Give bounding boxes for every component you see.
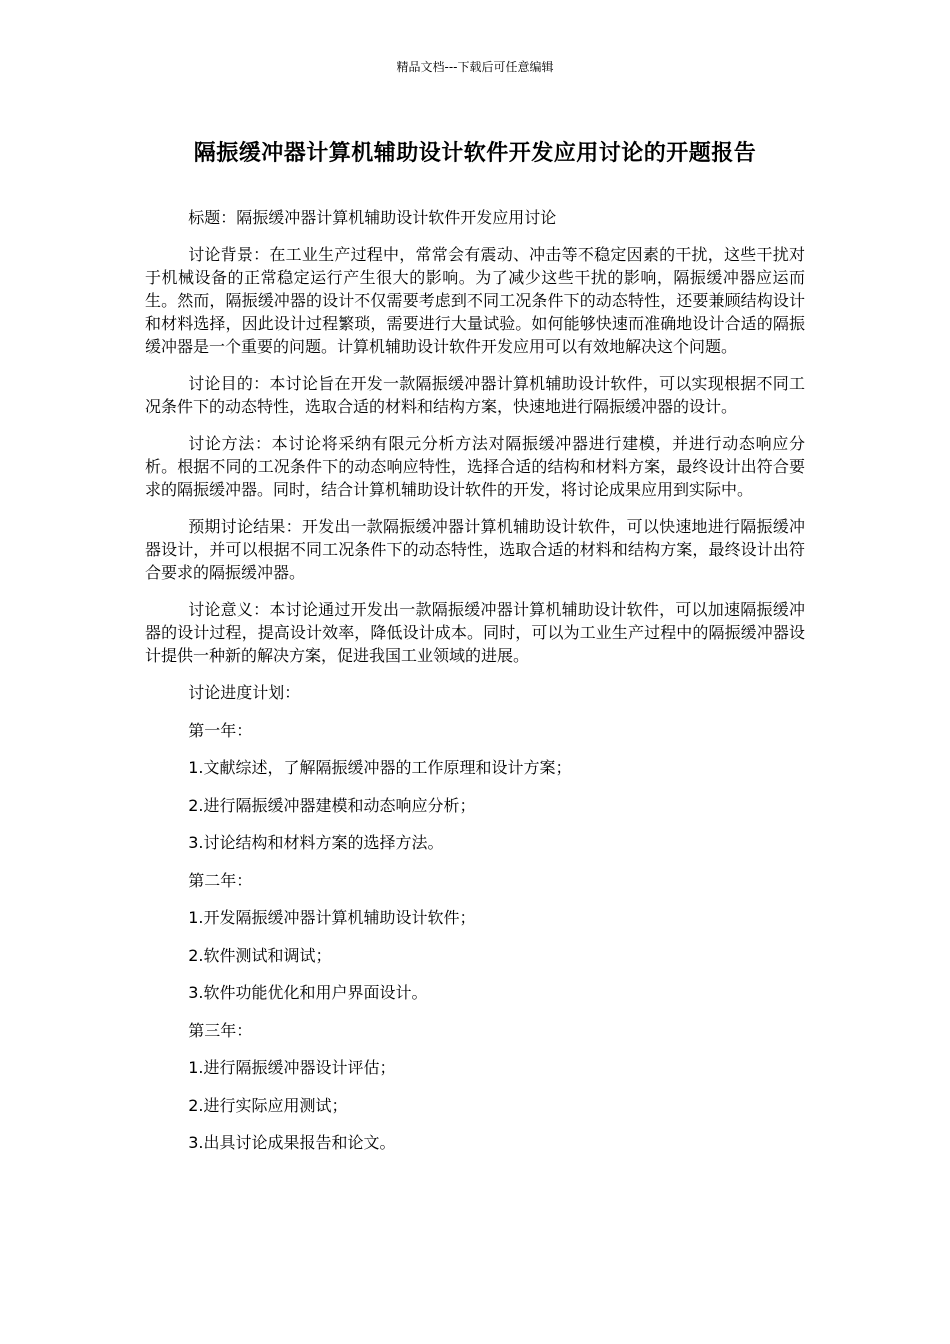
list-item: 1.文献综述，了解隔振缓冲器的工作原理和设计方案； bbox=[188, 758, 572, 777]
list-item: 3.出具讨论成果报告和论文。 bbox=[188, 1133, 396, 1152]
list-item: 3.讨论结构和材料方案的选择方法。 bbox=[188, 833, 444, 852]
year-2-label: 第二年： bbox=[188, 870, 253, 890]
list-item: 2.软件测试和调试； bbox=[188, 945, 332, 965]
list-item: 1.开发隔振缓冲器计算机辅助设计软件； bbox=[188, 908, 476, 927]
schedule-heading: 讨论进度计划： bbox=[188, 683, 301, 702]
paragraph-purpose: 讨论目的：本讨论旨在开发一款隔振缓冲器计算机辅助设计软件，可以实现根据不同工况条件下的动态特性，选取合适的材料和结构方案，快速地进行隔振缓冲器的设计。 bbox=[145, 374, 805, 416]
list-item: 2.进行隔振缓冲器建模和动态响应分析； bbox=[188, 795, 476, 815]
year-3-label: 第三年： bbox=[188, 1020, 253, 1040]
paragraph-expected-results: 预期讨论结果：开发出一款隔振缓冲器计算机辅助设计软件，可以快速地进行隔振缓冲器设计，并可以根据不同工况条件下的动态特性，选取合适的材料和结构方案，最终设计出符合要求的隔振缓冲器。 bbox=[145, 517, 805, 582]
list-item: 3.软件功能优化和用户界面设计。 bbox=[188, 983, 428, 1002]
document-body bbox=[145, 206, 805, 1169]
list-item: 1.进行隔振缓冲器设计评估； bbox=[188, 1058, 396, 1077]
header-note: 精品文档---下载后可任意编辑 bbox=[396, 60, 554, 74]
paragraph-background: 讨论背景：在工业生产过程中，常常会有震动、冲击等不稳定因素的干扰，这些干扰对于机械设备的正常稳定运行产生很大的影响。为了减少这些干扰的影响，隔振缓冲器应运而生。然而，隔振缓冲器的设计不仅需要考虑到不同工况条件下的动态特性，还要兼顾结构设计和材料选择，因此设计过程繁琐，需要进行大量试验。如何能够快速而准确地设计合适的隔振缓冲器是一个重要的问题。计算机辅助设计软件开发应用可以有效地解决这个问题。 bbox=[145, 245, 805, 356]
paragraph-significance: 讨论意义：本讨论通过开发出一款隔振缓冲器计算机辅助设计软件，可以加速隔振缓冲器的设计过程，提高设计效率，降低设计成本。同时，可以为工业生产过程中的隔振缓冲器设计提供一种新的解决方案，促进我国工业领域的进展。 bbox=[145, 600, 805, 665]
list-item: 2.进行实际应用测试； bbox=[188, 1095, 348, 1115]
paragraph-subject: 标题：隔振缓冲器计算机辅助设计软件开发应用讨论 bbox=[188, 208, 557, 227]
year-1-label: 第一年： bbox=[188, 720, 253, 740]
document-title: 隔振缓冲器计算机辅助设计软件开发应用讨论的开题报告 bbox=[193, 141, 757, 166]
paragraph-method: 讨论方法：本讨论将采纳有限元分析方法对隔振缓冲器进行建模，并进行动态响应分析。根据不同的工况条件下的动态响应特性，选择合适的结构和材料方案，最终设计出符合要求的隔振缓冲器。同时，结合计算机辅助设计软件的开发，将讨论成果应用到实际中。 bbox=[145, 434, 805, 499]
